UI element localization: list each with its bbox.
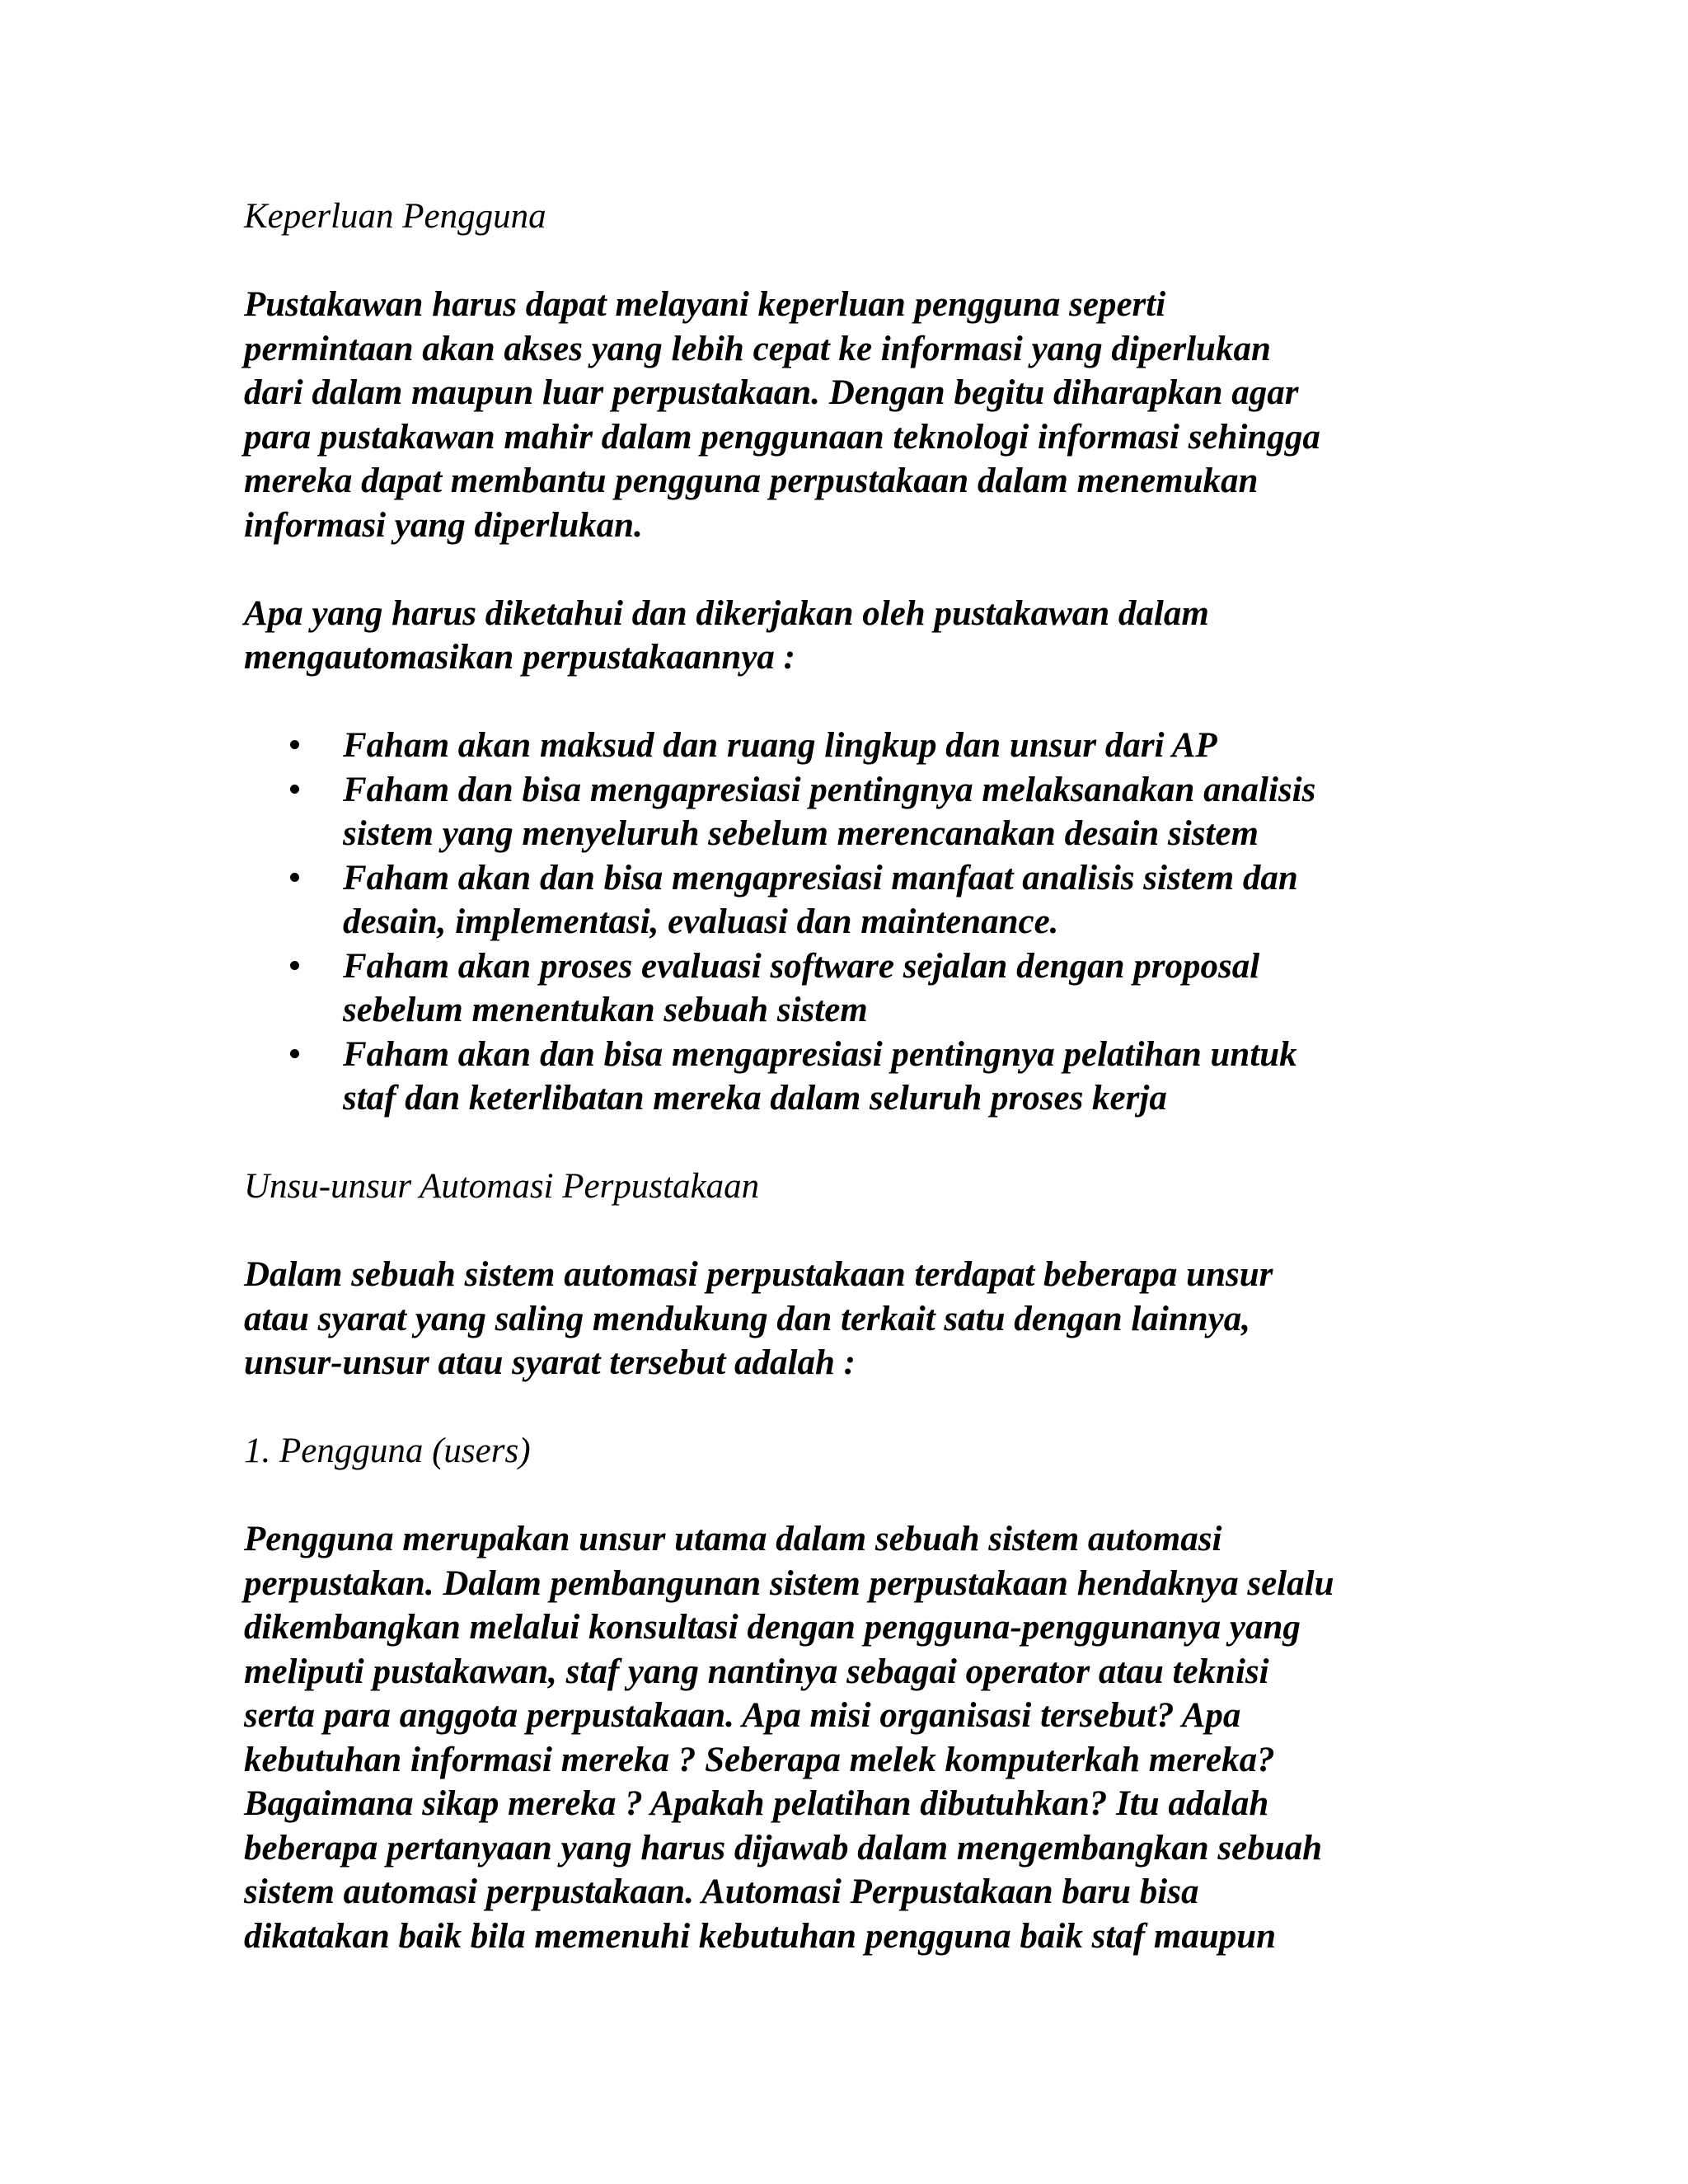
- bullet-list: [244, 724, 1464, 1121]
- text-line: beberapa pertanyaan yang harus dijawab dalam mengembangkan sebuah: [244, 1828, 1323, 1868]
- text-line: sebelum menentukan sebuah sistem: [343, 991, 868, 1029]
- text-line: atau syarat yang saling mendukung dan terkait satu dengan lainnya,: [244, 1299, 1250, 1338]
- text-line: para pustakawan mahir dalam penggunaan teknologi informasi sehingga: [244, 417, 1320, 457]
- document-page: [244, 194, 1464, 2003]
- text-line: Faham akan dan bisa mengapresiasi manfaat analisis sistem dan: [343, 858, 1298, 898]
- text-line: Pustakawan harus dapat melayani keperluan pengguna seperti: [244, 285, 1166, 324]
- text-line: Faham akan proses evaluasi software sejalan dengan proposal: [343, 946, 1260, 986]
- text-line: kebutuhan informasi mereka ? Seberapa melek komputerkah mereka?: [244, 1740, 1275, 1779]
- bullet-icon: [290, 785, 299, 794]
- text-line: Faham akan dan bisa mengapresiasi pentingnya pelatihan untuk: [343, 1034, 1297, 1074]
- text-line: informasi yang diperlukan.: [244, 505, 643, 545]
- text-line: Bagaimana sikap mereka ? Apakah pelatihan dibutuhkan? Itu adalah: [244, 1784, 1269, 1823]
- text-line: Faham dan bisa mengapresiasi pentingnya melaksanakan analisis: [343, 770, 1316, 809]
- section-heading-unsur-automasi: Unsu-unsur Automasi Perpustakaan: [244, 1167, 760, 1206]
- text-line: sistem automasi perpustakaan. Automasi Perpustakaan baru bisa: [244, 1872, 1199, 1911]
- bullet-icon: [290, 873, 299, 882]
- bullet-icon: [290, 740, 299, 749]
- paragraph-intro-list: [244, 592, 1464, 680]
- text-line: Faham akan maksud dan ruang lingkup dan unsur dari AP: [343, 726, 1217, 765]
- bullet-icon: [290, 1049, 299, 1058]
- text-line: staf dan keterlibatan mereka dalam seluruh proses kerja: [343, 1079, 1167, 1118]
- section-heading-keperluan-pengguna: Keperluan Pengguna: [244, 197, 546, 236]
- section-heading-pengguna: 1. Pengguna (users): [244, 1432, 531, 1470]
- text-line: serta para anggota perpustakaan. Apa misi organisasi tersebut? Apa: [244, 1696, 1241, 1735]
- list-item: [244, 724, 1464, 768]
- paragraph-keperluan-pengguna: [244, 283, 1464, 547]
- text-line: desain, implementasi, evaluasi dan maintenance.: [343, 902, 1059, 941]
- text-line: unsur-unsur atau syarat tersebut adalah :: [244, 1343, 856, 1382]
- paragraph-pengguna: [244, 1517, 1464, 1958]
- text-line: permintaan akan akses yang lebih cepat ke informasi yang diperlukan: [244, 329, 1271, 368]
- text-line: dari dalam maupun luar perpustakaan. Dengan begitu diharapkan agar: [244, 373, 1299, 412]
- list-item: [244, 944, 1464, 1033]
- text-line: perpustakan. Dalam pembangunan sistem perpustakaan hendaknya selalu: [244, 1563, 1334, 1603]
- text-line: Dalam sebuah sistem automasi perpustakaan terdapat beberapa unsur: [244, 1255, 1273, 1294]
- text-line: meliputi pustakawan, staf yang nantinya sebagai operator atau teknisi: [244, 1652, 1269, 1691]
- text-line: dikatakan baik bila memenuhi kebutuhan pengguna baik staf maupun: [244, 1916, 1277, 1956]
- text-line: mereka dapat membantu pengguna perpustakaan dalam menemukan: [244, 462, 1259, 500]
- paragraph-unsur-automasi: [244, 1253, 1464, 1385]
- text-line: Apa yang harus diketahui dan dikerjakan oleh pustakawan dalam: [244, 593, 1209, 633]
- text-line: dikembangkan melalui konsultasi dengan pengguna-penggunanya yang: [244, 1608, 1301, 1647]
- list-item: [244, 1033, 1464, 1121]
- text-line: sistem yang menyeluruh sebelum merencanakan desain sistem: [343, 814, 1259, 853]
- list-item: [244, 856, 1464, 944]
- list-item: [244, 768, 1464, 856]
- text-line: Pengguna merupakan unsur utama dalam sebuah sistem automasi: [244, 1520, 1222, 1558]
- bullet-icon: [290, 961, 299, 970]
- text-line: mengautomasikan perpustakaannya :: [244, 638, 795, 677]
